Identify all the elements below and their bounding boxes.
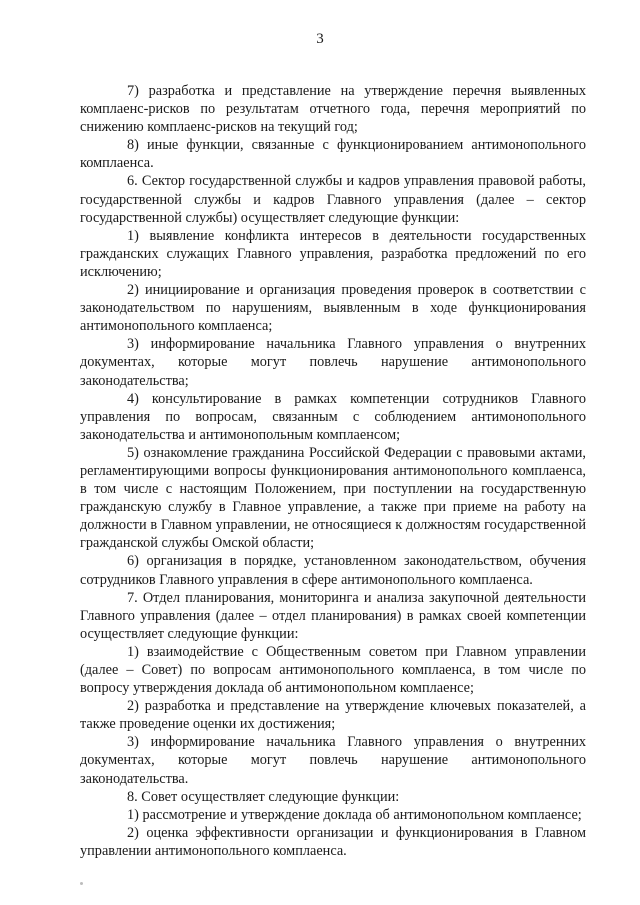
paragraph: 6) организация в порядке, установленном законодательством, обучения сотрудников Главного управления в сфере антимонопольного комплаенса. — [80, 553, 586, 588]
document-body — [80, 82, 586, 860]
paragraph: 7) разработка и представление на утверждение перечня выявленных комплаенс-рисков по результатам отчетного года, перечня мероприятий по снижению комплаенс-рисков на текущий год; — [80, 83, 586, 136]
paragraph: 4) консультирование в рамках компетенции сотрудников Главного управления по вопросам, связанным с соблюдением антимонопольного законодательства и антимонопольным комплаенсом; — [80, 390, 586, 443]
paragraph: 8. Совет осуществляет следующие функции: — [127, 788, 400, 805]
paragraph: 7. Отдел планирования, мониторинга и анализа закупочной деятельности Главного управления (далее – отдел планирования) в рамках своей компетенции осуществляет следующие функции: — [80, 589, 586, 642]
paragraph: 2) оценка эффективности организации и функционирования в Главном управлении антимонопольного комплаенса. — [80, 824, 586, 859]
paragraph: 6. Сектор государственной службы и кадров управления правовой работы, государственной службы и кадров Главного управления (далее – сектор государственной службы) осуществляет следующие функции: — [80, 173, 586, 226]
paragraph: 5) ознакомление гражданина Российской Федерации с правовыми актами, регламентирующими вопросы функционирования антимонопольного комплаенса, в том числе с настоящим Положением, при поступлении на государственную гражданскую службу в Главное управление, а также при приеме на работу на должности в Главном управлении, не относящиеся к должностям государственной гражданской службы Омской области; — [80, 444, 586, 552]
paragraph: 3) информирование начальника Главного управления о внутренних документах, которые могут повлечь нарушение антимонопольного законодательства; — [80, 336, 586, 389]
paragraph: 1) взаимодействие с Общественным советом при Главном управлении (далее – Совет) по вопросам антимонопольного комплаенса, в том числе по вопросу утверждения доклада об антимонопольном комплаенсе; — [80, 643, 586, 697]
paragraph: 1) рассмотрение и утверждение доклада об антимонопольном комплаенсе; — [127, 806, 582, 823]
paragraph: 2) инициирование и организация проведения проверок в соответствии с законодательством по нарушениям, выявленным в ходе функционирования антимонопольного комплаенса; — [80, 282, 586, 335]
paragraph: 2) разработка и представление на утверждение ключевых показателей, а также проведение оценки их достижения; — [80, 698, 586, 733]
paragraph: 1) выявление конфликта интересов в деятельности государственных гражданских служащих Главного управления, разработка предложений по его исключению; — [80, 227, 586, 280]
paragraph: 3) информирование начальника Главного управления о внутренних документах, которые могут повлечь нарушение антимонопольного законодательства. — [80, 734, 586, 787]
scan-speck — [80, 882, 83, 885]
paragraph: 8) иные функции, связанные с функционированием антимонопольного комплаенса. — [80, 137, 586, 172]
page-number: 3 — [316, 31, 324, 47]
